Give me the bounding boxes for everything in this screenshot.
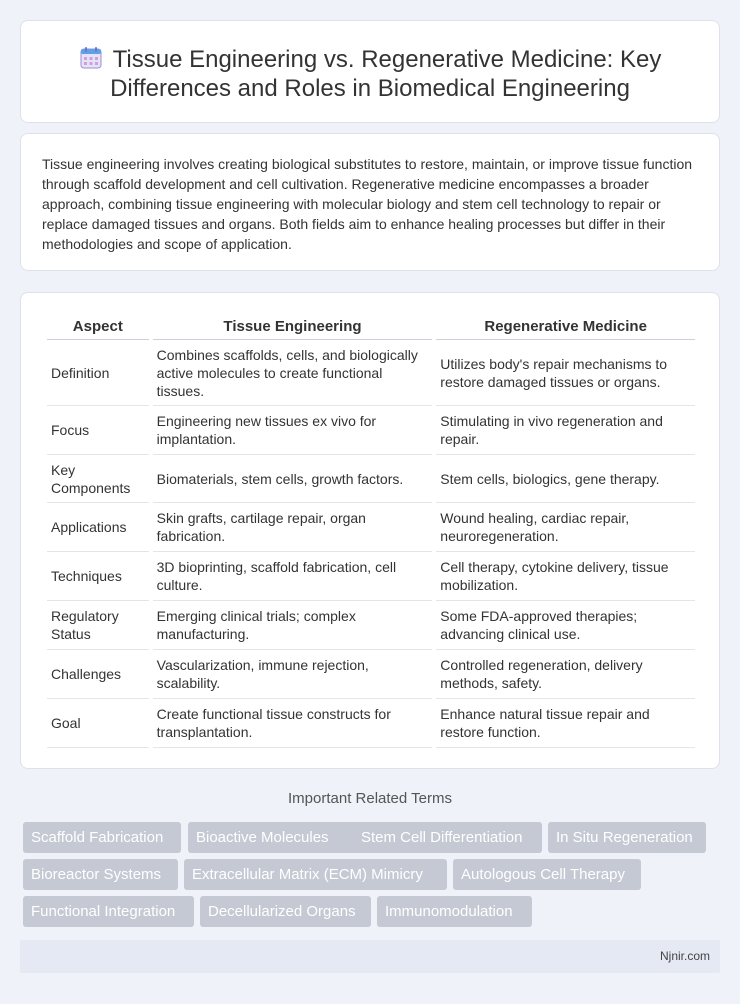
header-aspect: Aspect <box>47 317 149 340</box>
aspect-cell: Key Components <box>47 455 149 503</box>
table-row <box>47 503 695 552</box>
table-row <box>47 601 695 650</box>
aspect-cell: Challenges <box>47 650 149 699</box>
title-line-2: Differences and Roles in Biomedical Engineering <box>110 75 630 102</box>
regenerative-medicine-cell: Wound healing, cardiac repair, neuroregeneration. <box>436 503 695 552</box>
regenerative-medicine-cell: Utilizes body's repair mechanisms to restore damaged tissues or organs. <box>436 340 695 406</box>
calendar-icon <box>79 46 103 70</box>
comparison-table <box>43 317 699 748</box>
regenerative-medicine-cell: Some FDA-approved therapies; advancing clinical use. <box>436 601 695 650</box>
related-term-tag[interactable]: In Situ Regeneration <box>548 822 706 853</box>
tissue-engineering-cell: Create functional tissue constructs for transplantation. <box>153 699 433 748</box>
related-term-tag[interactable]: Functional Integration <box>23 896 194 927</box>
aspect-cell: Regulatory Status <box>47 601 149 650</box>
related-term-tag[interactable]: Bioactive Molecules <box>188 822 370 853</box>
aspect-cell: Focus <box>47 406 149 455</box>
regenerative-medicine-cell: Controlled regeneration, delivery methods, safety. <box>436 650 695 699</box>
tissue-engineering-cell: Skin grafts, cartilage repair, organ fabrication. <box>153 503 433 552</box>
footer-site[interactable]: Njnir.com <box>659 949 710 963</box>
related-terms-title: Important Related Terms <box>288 790 452 807</box>
tissue-engineering-cell: Combines scaffolds, cells, and biologically active molecules to create functional tissues. <box>153 340 433 406</box>
related-term-tag[interactable]: Bioreactor Systems <box>23 859 178 890</box>
page-title <box>51 45 689 103</box>
footer <box>20 940 720 973</box>
intro-paragraph: Tissue engineering involves creating biological substitutes to restore, maintain, or improve tissue function through scaffold development and cell cultivation. Regenerative medicine encompasses a broader approach, combining tissue engineering with molecular biology and stem cell technology to repair or replace damaged tissues and organs. Both fields aim to enhance healing processes but differ in their methodologies and scope of application. <box>42 156 693 252</box>
table-header-row <box>47 317 695 340</box>
regenerative-medicine-cell: Enhance natural tissue repair and restore function. <box>436 699 695 748</box>
table-row <box>47 455 695 503</box>
header-tissue-engineering: Tissue Engineering <box>153 317 433 340</box>
regenerative-medicine-cell: Cell therapy, cytokine delivery, tissue mobilization. <box>436 552 695 601</box>
title-line-1: Tissue Engineering vs. Regenerative Medicine: Key <box>112 46 662 73</box>
tissue-engineering-cell: 3D bioprinting, scaffold fabrication, cell culture. <box>153 552 433 601</box>
aspect-cell: Applications <box>47 503 149 552</box>
related-term-tag[interactable]: Scaffold Fabrication <box>23 822 181 853</box>
table-row <box>47 340 695 406</box>
tissue-engineering-cell: Engineering new tissues ex vivo for implantation. <box>153 406 433 455</box>
related-term-tag[interactable]: Immunomodulation <box>377 896 532 927</box>
aspect-cell: Goal <box>47 699 149 748</box>
title-card <box>20 20 720 123</box>
related-term-tag[interactable]: Autologous Cell Therapy <box>453 859 641 890</box>
intro-card <box>20 133 720 271</box>
header-regenerative-medicine: Regenerative Medicine <box>436 317 695 340</box>
related-term-tag[interactable]: Stem Cell Differentiation <box>353 822 542 853</box>
aspect-cell: Techniques <box>47 552 149 601</box>
comparison-card <box>20 292 720 769</box>
table-row <box>47 699 695 748</box>
tissue-engineering-cell: Emerging clinical trials; complex manufacturing. <box>153 601 433 650</box>
related-term-tag[interactable]: Extracellular Matrix (ECM) Mimicry <box>184 859 447 890</box>
aspect-cell: Definition <box>47 340 149 406</box>
regenerative-medicine-cell: Stimulating in vivo regeneration and repair. <box>436 406 695 455</box>
tissue-engineering-cell: Biomaterials, stem cells, growth factors. <box>153 455 433 503</box>
table-row <box>47 552 695 601</box>
regenerative-medicine-cell: Stem cells, biologics, gene therapy. <box>436 455 695 503</box>
table-row <box>47 650 695 699</box>
tissue-engineering-cell: Vascularization, immune rejection, scalability. <box>153 650 433 699</box>
related-term-tag[interactable]: Decellularized Organs <box>200 896 371 927</box>
table-row <box>47 406 695 455</box>
